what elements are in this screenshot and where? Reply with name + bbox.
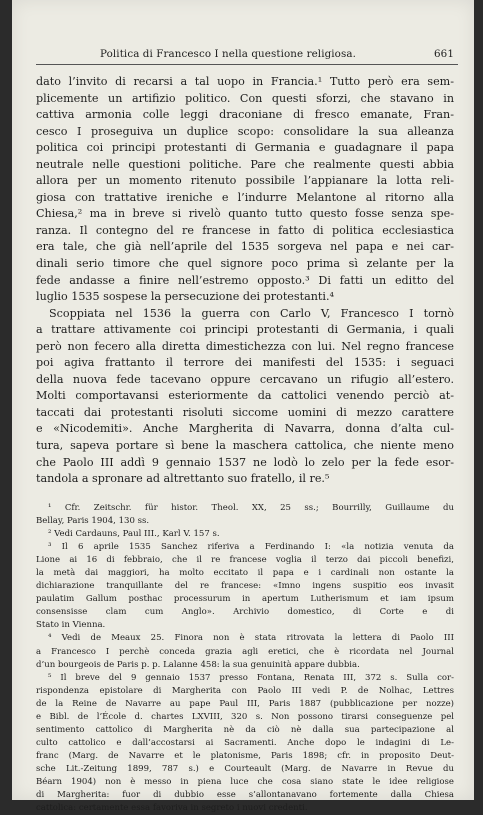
footnote-line: sche Lit.-Zeitung 1899, 787 s.) e Courteault (Marg. de Navarre in Revue du	[36, 763, 454, 774]
text-line: plicemente un artifizio politico. Con questi sforzi, che stavano in	[36, 91, 454, 105]
footnote-line: paulatim Gallum posthac processurum in apertum Lutherismum et iam ipsum	[36, 594, 454, 605]
footnote-line: Béarn 1904) non è messo in piena luce che cosa siano state le idee religiose	[36, 776, 454, 787]
text-line: giosa con trattative ireniche e l’indurre Melantone al ritorno alla	[36, 190, 454, 204]
text-line: cattiva armonia colle leggi draconiane di fresco emanate, Fran-	[36, 108, 454, 122]
text-line: ranza. Il contegno del re francese in fatto di politica ecclesiastica	[36, 223, 454, 237]
footnote-line: ⁴ Vedi de Meaux 25. Finora non è stata ritrovata la lettera di Paolo III	[48, 633, 454, 644]
footnote-line: di Margherita: fuor di dubbio esse s’allontanavano fortemente dalla Chiesa	[36, 790, 454, 801]
text-line: che Paolo III addì 9 gennaio 1537 ne lodò lo zelo per la fede esor-	[36, 455, 454, 469]
text-line: tandola a spronare ad altrettanto suo fratello, il re.⁵	[36, 472, 330, 486]
text-line: Chiesa,² ma in breve si rivelò quanto tutto questo fosse senza spe-	[36, 207, 454, 221]
text-line: e «Nicodemiti». Anche Margherita di Navarra, donna d’alta cul-	[36, 422, 454, 436]
book-page	[12, 0, 474, 814]
text-line: neutrale nelle questioni politiche. Pare che realmente questi abbia	[36, 157, 454, 171]
footnote-line: cattolica: certamente essa favoriva in segreto i nuovi credenti.	[36, 803, 308, 814]
text-line: poi agiva frattanto il terrore dei manifesti del 1535: i seguaci	[36, 356, 454, 370]
running-title: Politica di Francesco I nella questione religiosa.	[100, 48, 356, 60]
text-line: a trattare attivamente coi principi protestanti di Germania, i quali	[36, 323, 454, 337]
footnote-line: de la Reine de Navarre au pape Paul III, Paris 1887 (pubblicazione per nozze)	[36, 698, 454, 709]
text-line: era tale, che già nell’aprile del 1535 sorgeva nel papa e nei car-	[36, 240, 454, 254]
text-line: dinali serio timore che quel signore poco prima sì zelante per la	[36, 257, 454, 271]
footnote-line: ² Vedi Cardauns, Paul III., Karl V. 157 s.	[48, 529, 220, 540]
footnote-line: rispondenza epistolare di Margherita con Paolo III vedi P. de Nolhac, Lettres	[36, 685, 454, 696]
text-line: allora per un momento ritenuto possibile l’appianare la lotta reli-	[36, 174, 454, 188]
footnote-line: e Bibl. de l’École d. chartes LXVIII, 320 s. Non possono tirarsi conseguenze pel	[36, 711, 454, 722]
footnote-line: Lione ai 16 di febbraio, che il re francese voglia il terzo dai piccoli benefizi,	[36, 555, 454, 566]
text-line: però non fecero alla diretta dimestichezza con lui. Nel regno francese	[36, 339, 454, 353]
footnote-line: franc (Marg. de Navarre et le platonisme, Paris 1898; cfr. in proposito Deut-	[36, 750, 454, 761]
footnote-line: ⁵ Il breve del 9 gennaio 1537 presso Fontana, Renata III, 372 s. Sulla cor-	[48, 672, 454, 683]
footnote-line: d’un bourgeois de Paris p. p. Lalanne 458: la sua genuinità appare dubbia.	[36, 659, 360, 670]
text-line: taccati dai protestanti risoluti siccome uomini di mezzo carattere	[36, 405, 454, 419]
text-line: Molti comportavansi esteriormente da cattolici venendo perciò at-	[36, 389, 454, 403]
running-header	[36, 44, 458, 65]
footnote-line: Stato in Vienna.	[36, 620, 106, 631]
footnote-line: ¹ Cfr. Zeitschr. für histor. Theol. XX, 25 ss.; Bourrilly, Guillaume du	[48, 503, 454, 513]
footnotes	[36, 502, 454, 815]
text-line: fede andasse a finire nell’estremo opposto.³ Di fatti un editto del	[36, 273, 454, 287]
text-line: della nuova fede tacevano oppure cercavano un rifugio all’estero.	[36, 372, 454, 386]
footnote-line: la metà dai maggiori, ha molto eccitato il papa e i cardinali non ostante la	[36, 568, 454, 579]
text-line: dato l’invito di recarsi a tal uopo in Francia.¹ Tutto però era sem-	[36, 75, 454, 88]
footnote-line: consensisse clam cum Anglo». Archivio domestico, di Corte e di	[36, 607, 454, 618]
page-number: 661	[434, 48, 454, 60]
text-line: Scoppiata nel 1536 la guerra con Carlo V, Francesco I tornò	[49, 306, 454, 320]
footnote-line: dichiarazione tranquillante del re francese: «Imno ingens suspitio eos invasit	[36, 581, 454, 592]
text-line: tura, sapeva portare sì bene la maschera cattolica, che niente meno	[36, 439, 454, 453]
footnote-line: a Francesco I perchè conceda grazia agli eretici, che è ricordata nel Journal	[36, 646, 454, 657]
footnote-line: ³ Il 6 aprile 1535 Sanchez riferiva a Ferdinando I: «la notizia venuta da	[48, 542, 454, 553]
footnote-line: culto cattolico e dall’accostarsi ai Sacramenti. Anche dopo le indagini di Le-	[36, 737, 454, 748]
text-line: cesco I proseguiva un duplice scopo: consolidare la sua alleanza	[36, 124, 454, 138]
text-line: luglio 1535 sospese la persecuzione dei protestanti.⁴	[36, 290, 334, 304]
text-line: politica coi principi protestanti di Germania e guadagnare il papa	[36, 141, 454, 155]
footnote-line: Bellay, Paris 1904, 130 ss.	[36, 516, 150, 527]
main-text	[36, 74, 454, 488]
footnote-line: sentimento cattolico di Margherita nè da ciò nè dalla sua partecipazione al	[36, 724, 454, 735]
